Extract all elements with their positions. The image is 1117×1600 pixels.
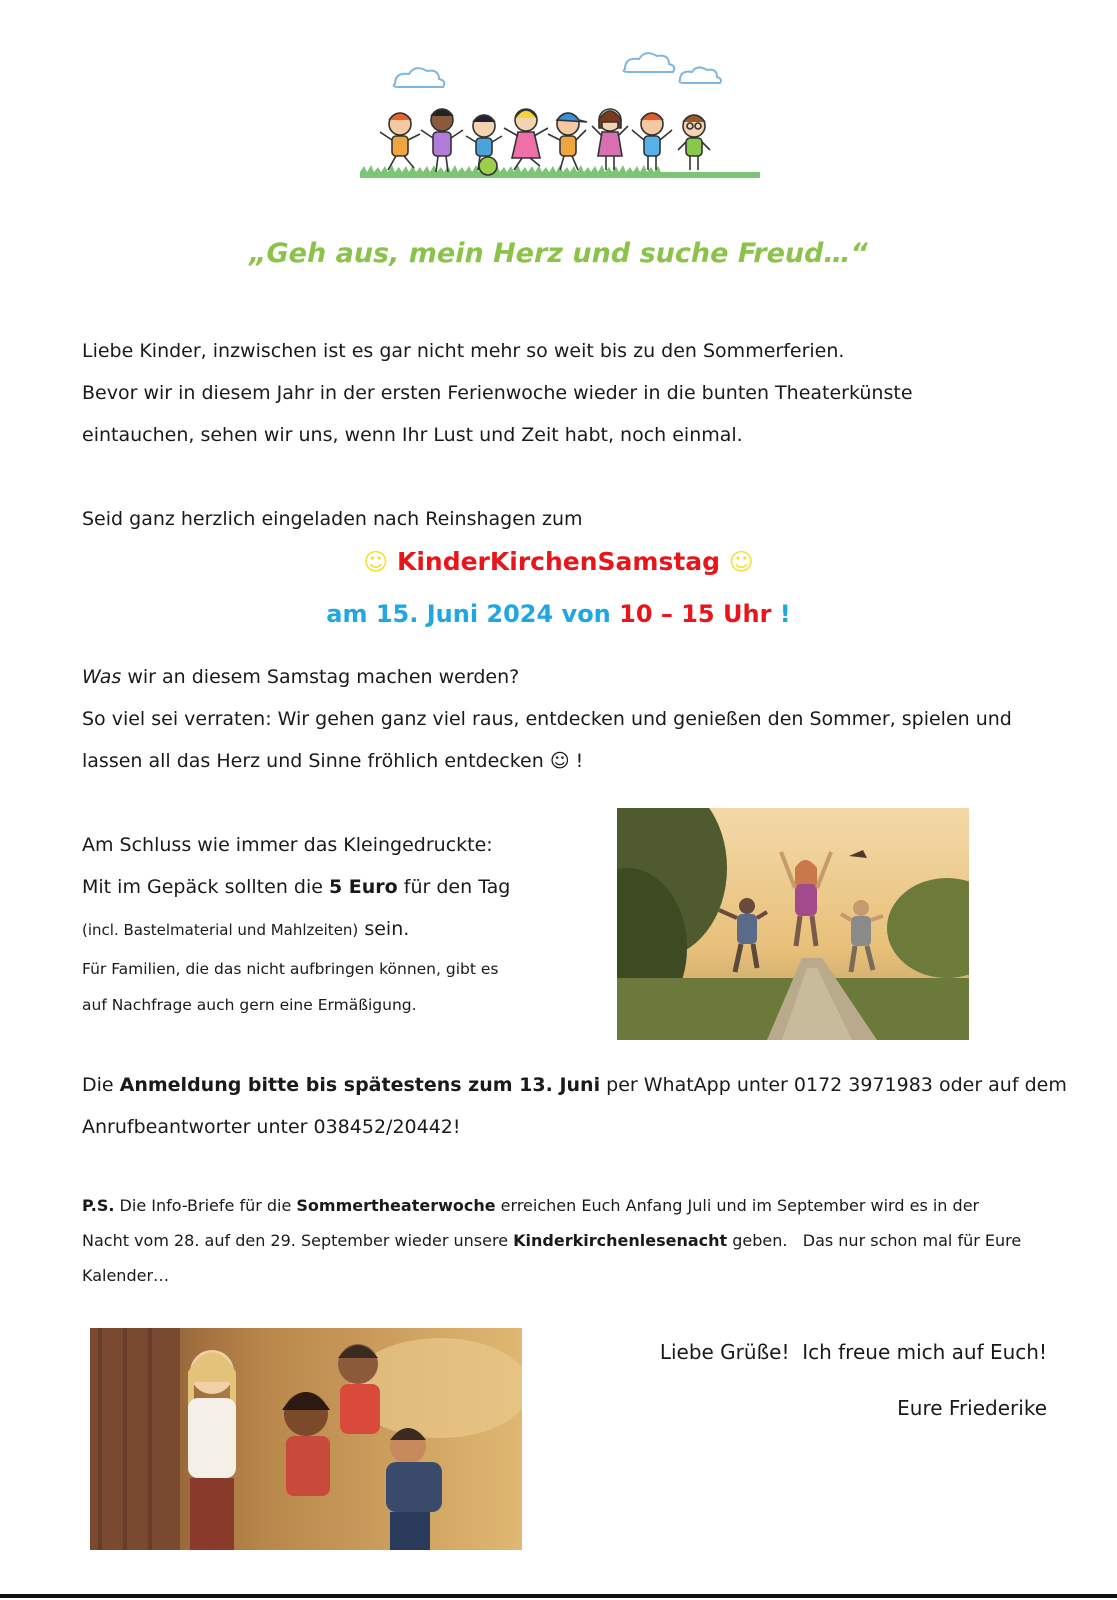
bottom-divider (0, 1594, 1117, 1598)
postscript-line (82, 1188, 1072, 1223)
postscript-text: erreichen Euch Anfang Juli und im September wird es in der (495, 1196, 980, 1215)
event-date (0, 596, 1117, 632)
costs-text: für den Tag (397, 876, 511, 898)
program-question-italic: Was (82, 666, 122, 688)
costs-line (82, 908, 552, 951)
photo-kids-playing (90, 1328, 522, 1550)
postscript-line (82, 1223, 1072, 1258)
registration-paragraph (82, 1064, 1072, 1148)
intro-paragraph (82, 330, 1042, 456)
invitation-line: Seid ganz herzlich eingeladen nach Reinshagen zum (82, 508, 583, 530)
postscript-text: Die Info-Briefe für die (114, 1196, 297, 1215)
costs-line: Für Familien, die das nicht aufbringen können, gibt es (82, 960, 499, 978)
program-paragraph (82, 656, 1062, 782)
program-question-rest: wir an diesem Samstag machen werden? (121, 666, 520, 688)
postscript-label: P.S. (82, 1196, 115, 1215)
kids-illustration (360, 44, 760, 194)
registration-text: per WhatApp unter 0172 3971983 oder auf dem (600, 1074, 1067, 1096)
postscript-text: Nacht vom 28. auf den 29. September wieder unsere (82, 1231, 514, 1250)
intro-line: eintauchen, sehen wir uns, wenn Ihr Lust und Zeit habt, noch einmal. (82, 424, 743, 446)
cloud-icon (394, 53, 721, 87)
postscript-emphasis: Sommertheaterwoche (296, 1196, 496, 1215)
registration-deadline: Anmeldung bitte bis spätestens zum 13. Juni (119, 1074, 601, 1096)
photo-kids-jumping (617, 808, 969, 1040)
costs-text: Mit im Gepäck sollten die (82, 876, 329, 898)
event-exclaim: ! (779, 600, 791, 628)
costs-paragraph (82, 824, 552, 1023)
motto-heading: „Geh aus, mein Herz und suche Freud…“ (249, 238, 868, 269)
event-title (0, 543, 1117, 581)
postscript-emphasis: Kinderkirchenlesenacht (513, 1231, 728, 1250)
costs-line: auf Nachfrage auch gern eine Ermäßigung. (82, 996, 417, 1014)
registration-text: Die (82, 1074, 120, 1096)
costs-line: Am Schluss wie immer das Kleingedruckte: (82, 834, 493, 856)
program-line: lassen all das Herz und Sinne fröhlich entdecken ☺ ! (82, 750, 584, 772)
registration-line (82, 1064, 1072, 1106)
registration-line: Anrufbeantworter unter 038452/20442! (82, 1116, 461, 1138)
event-title-text: KinderKirchenSamstag (396, 547, 721, 576)
costs-text: sein. (358, 918, 410, 940)
costs-line (82, 866, 552, 908)
closing-greeting: Liebe Grüße! Ich freue mich auf Euch! (659, 1340, 1047, 1364)
closing-signature: Eure Friederike (897, 1396, 1047, 1420)
postscript-line: Kalender… (82, 1266, 170, 1285)
costs-amount: 5 Euro (328, 876, 398, 898)
program-line: So viel sei verraten: Wir gehen ganz viel raus, entdecken und genießen den Sommer, spielen und (82, 708, 1012, 730)
intro-line: Bevor wir in diesem Jahr in der ersten Ferienwoche wieder in die bunten Theaterkünste (82, 382, 913, 404)
intro-line: Liebe Kinder, inzwischen ist es gar nicht mehr so weit bis zu den Sommerferien. (82, 340, 845, 362)
program-question (82, 656, 1062, 698)
postscript-text: geben. Das nur schon mal für Eure (727, 1231, 1022, 1250)
smiley-icon: ☺ (363, 548, 389, 576)
smiley-icon: ☺ (728, 548, 754, 576)
postscript (82, 1188, 1072, 1293)
event-time: 10 – 15 Uhr (619, 600, 772, 628)
costs-note: (incl. Bastelmaterial und Mahlzeiten) (82, 921, 359, 939)
event-date-text: am 15. Juni 2024 von (326, 600, 611, 628)
